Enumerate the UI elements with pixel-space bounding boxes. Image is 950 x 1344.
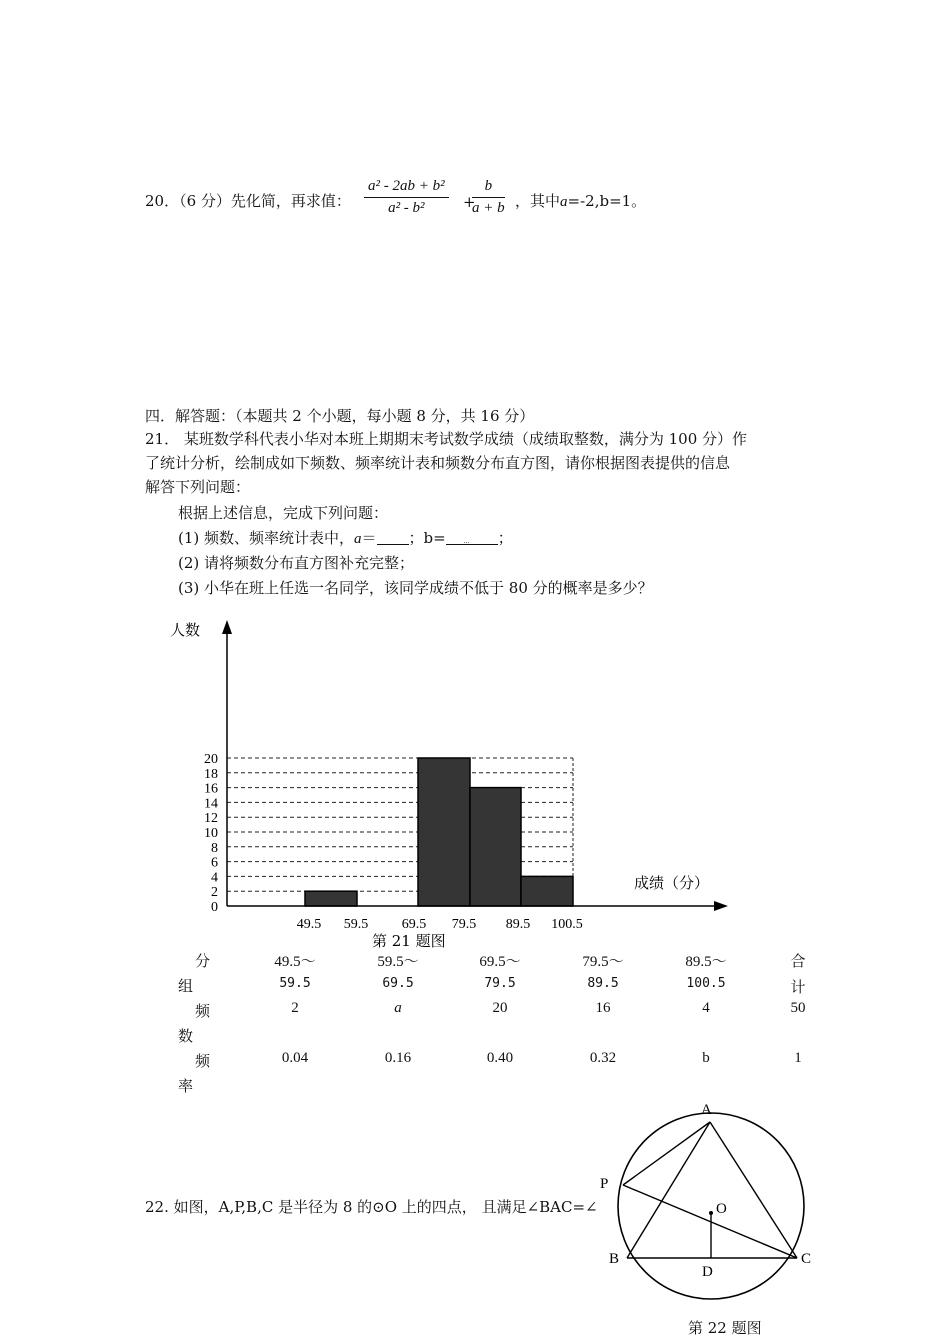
chart-caption: 第 21 题图 xyxy=(372,932,446,950)
histogram-chart xyxy=(0,610,950,950)
q21-line-3: 解答下列问题： xyxy=(145,478,251,496)
table-freq-value: 20 xyxy=(492,1000,508,1016)
y-tick-label: 14 xyxy=(204,796,218,812)
y-tick-label: 18 xyxy=(204,766,218,782)
histogram-bar xyxy=(521,876,573,906)
q20-fraction-1 xyxy=(364,178,449,217)
table-freq-label: 频 xyxy=(195,1002,211,1020)
segment-ab xyxy=(627,1122,710,1258)
table-rate-label: 率 xyxy=(178,1077,194,1095)
table-group-header: 79.5～ xyxy=(582,954,624,970)
histogram-bar xyxy=(305,891,357,906)
table-group-header: 49.5～ xyxy=(274,954,316,970)
y-tick-label: 6 xyxy=(211,855,218,871)
q21-sub-1-pre: (1) 频数、频率统计表中， xyxy=(178,529,355,547)
q21-sub-1 xyxy=(178,528,513,549)
q21-intro: 根据上述信息，完成下列问题： xyxy=(178,504,389,522)
table-freq-value: 50 xyxy=(790,1000,806,1016)
center-point-o xyxy=(709,1211,713,1215)
x-axis-arrow-icon xyxy=(714,901,728,911)
histogram-bar xyxy=(418,758,470,906)
q21-blank-b[interactable] xyxy=(446,530,498,545)
x-axis-label: 成绩（分） xyxy=(634,874,710,892)
y-axis-label: 人数 xyxy=(170,621,201,639)
histogram-bar xyxy=(470,788,521,906)
table-freq-value: 2 xyxy=(291,1000,299,1016)
q20-var-a: a xyxy=(560,194,568,210)
q20-plus: + xyxy=(463,193,476,211)
x-tick-label: 69.5 xyxy=(401,917,427,932)
y-tick-label: 20 xyxy=(204,752,218,767)
table-rate-label: 频 xyxy=(195,1052,211,1070)
q20-suffix-pre: ，其中 xyxy=(515,192,561,210)
table-freq-value: a xyxy=(394,1000,402,1016)
q21-sub-3: (3) 小华在班上任选一名同学，该同学成绩不低于 80 分的概率是多少？ xyxy=(178,579,653,597)
y-tick-label: 4 xyxy=(211,870,218,886)
label-o: O xyxy=(716,1201,727,1217)
y-tick-label: 8 xyxy=(211,840,218,856)
label-b: B xyxy=(609,1251,620,1267)
q20-suffix-post: =-2,b=1。 xyxy=(567,192,647,210)
x-tick-label: 49.5 xyxy=(296,917,322,932)
q21-sub-1-end: ； xyxy=(497,529,513,547)
table-freq-value: 16 xyxy=(595,1000,611,1016)
table-header-label: 分 xyxy=(195,952,211,970)
q21-line-2: 了统计分析，绘制成如下频数、频率统计表和频数分布直方图，请你根据图表提供的信息 xyxy=(145,454,731,472)
y-tick-label: 0 xyxy=(211,900,218,915)
q22-text: 22. 如图，A,P,B,C 是半径为 8 的⊙O 上的四点， 且满足∠BAC=∠ xyxy=(145,1198,598,1216)
q20-fraction-2 xyxy=(472,178,505,217)
q20-fraction-1-numerator: a² - 2ab + b² xyxy=(364,178,449,198)
q21-line-1: 21． 某班数学科代表小华对本班上期期末考试数学成绩（成绩取整数，满分为 100 分）作 xyxy=(145,430,748,448)
table-rate-value: 0.40 xyxy=(486,1050,514,1066)
q22-circle-figure xyxy=(590,1098,830,1338)
x-tick-label: 100.5 xyxy=(551,917,583,932)
table-group-header: 89.5～ xyxy=(685,954,727,970)
q21-sub-1-a: a xyxy=(354,531,362,547)
q21-sub-1-eq: ＝ xyxy=(361,529,377,547)
section-4-heading: 四．解答题：（本题共 2 个小题，每小题 8 分，共 16 分） xyxy=(145,407,535,425)
table-rate-value: 1 xyxy=(794,1050,802,1066)
table-freq-value: 4 xyxy=(702,1000,710,1016)
table-freq-label: 数 xyxy=(178,1027,194,1045)
x-tick-label: 89.5 xyxy=(505,917,531,932)
y-tick-label: 16 xyxy=(204,781,218,797)
segment-pa xyxy=(623,1122,710,1185)
table-group-header: 89.5 xyxy=(587,976,619,991)
table-group-header: 计 xyxy=(790,978,806,996)
q22-caption: 第 22 题图 xyxy=(688,1319,762,1337)
table-rate-value: 0.32 xyxy=(589,1050,617,1066)
q21-blank-a[interactable] xyxy=(377,530,409,545)
table-group-header: 合 xyxy=(790,952,806,970)
table-group-header: 100.5 xyxy=(686,976,726,991)
q20-prefix: 20．（6 分）先化简，再求值： xyxy=(145,192,351,210)
y-axis-arrow-icon xyxy=(222,620,232,634)
table-group-header: 59.5～ xyxy=(377,954,419,970)
table-rate-value: b xyxy=(702,1050,710,1066)
x-tick-label: 79.5 xyxy=(451,917,477,932)
label-d: D xyxy=(702,1264,713,1280)
label-a: A xyxy=(701,1102,712,1118)
segment-ac xyxy=(710,1122,797,1258)
q21-sub-1-mid: ；b= xyxy=(408,529,446,547)
q20-fraction-1-denominator: a² - b² xyxy=(388,200,425,216)
table-header-label: 组 xyxy=(178,977,194,995)
table-group-header: 59.5 xyxy=(279,976,311,991)
y-tick-label: 12 xyxy=(204,811,218,827)
q20-fraction-2-numerator: b xyxy=(472,178,505,198)
q21-sub-2: (2) 请将频数分布直方图补充完整； xyxy=(178,554,415,572)
label-c: C xyxy=(801,1251,812,1267)
table-rate-value: 0.16 xyxy=(384,1050,412,1066)
y-tick-label: 2 xyxy=(211,885,218,901)
label-p: P xyxy=(600,1176,609,1192)
table-group-header: 79.5 xyxy=(484,976,516,991)
y-tick-label: 10 xyxy=(204,826,218,841)
table-rate-value: 0.04 xyxy=(281,1050,309,1066)
table-group-header: 69.5 xyxy=(382,976,414,991)
x-tick-label: 59.5 xyxy=(343,917,369,932)
table-group-header: 69.5～ xyxy=(479,954,521,970)
q20-suffix xyxy=(515,191,646,212)
q20-fraction-2-denominator: a + b xyxy=(472,200,505,216)
